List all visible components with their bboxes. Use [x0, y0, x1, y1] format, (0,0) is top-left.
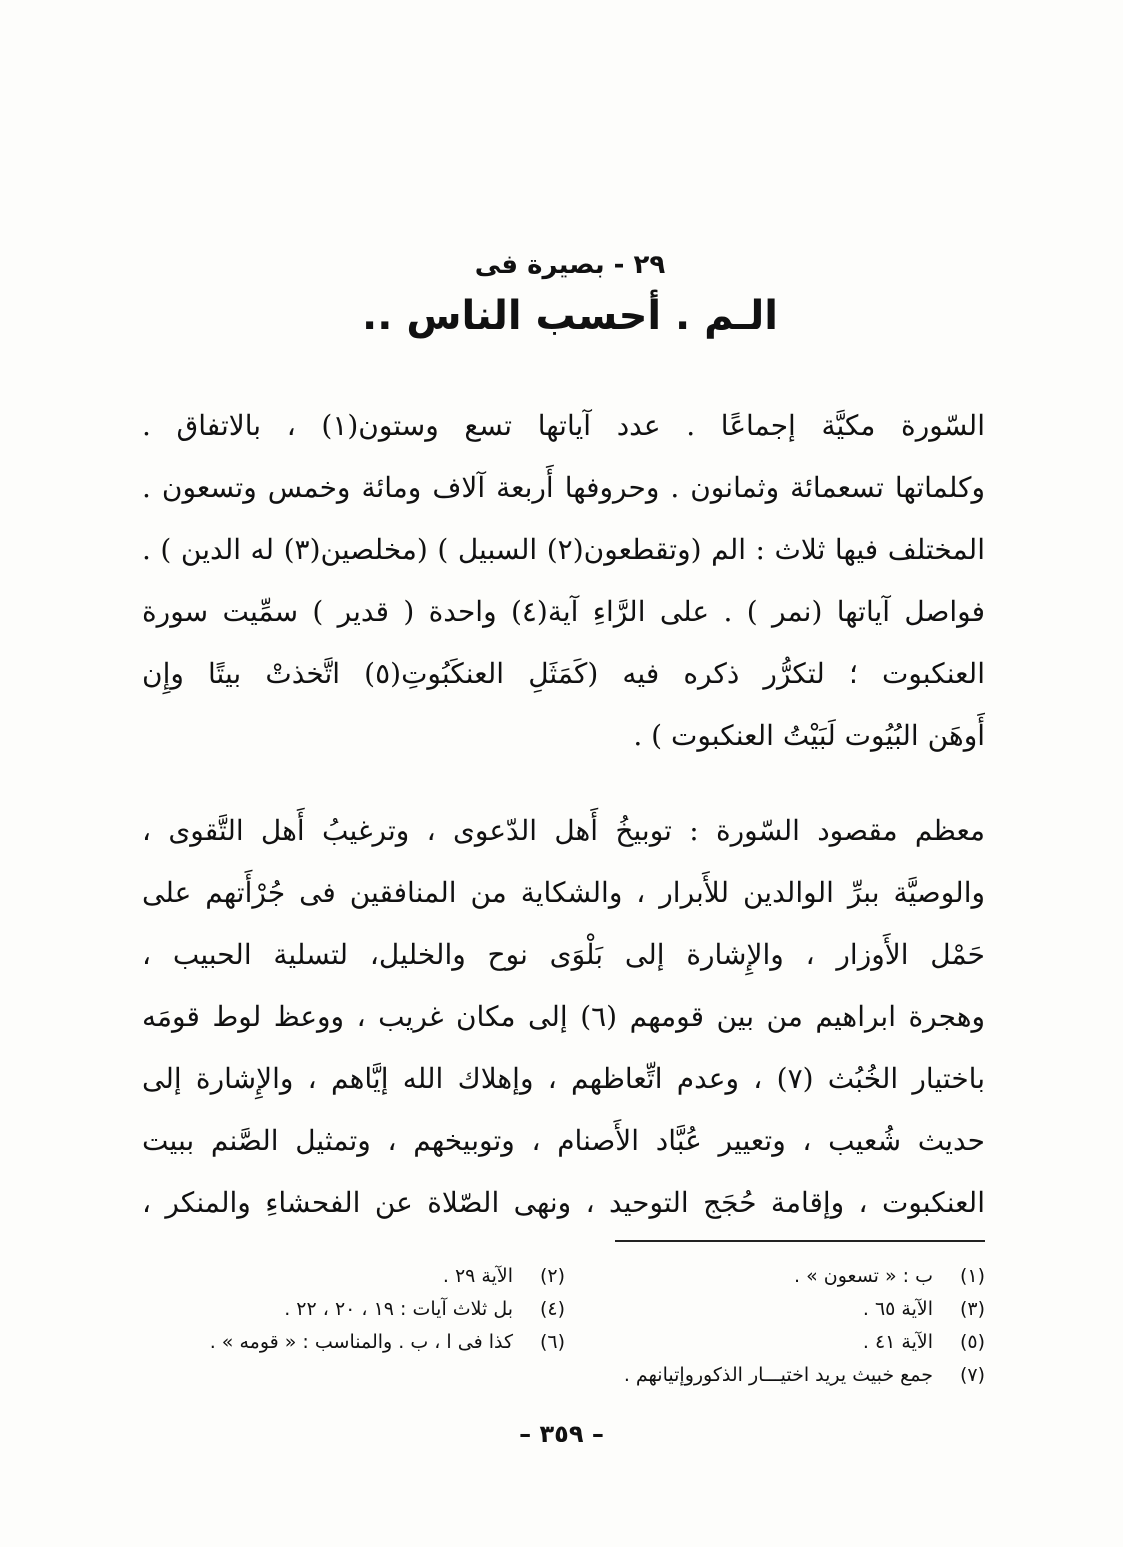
footnote: [565, 1326, 985, 1359]
footnote: [565, 1260, 985, 1293]
footnote: [285, 1359, 985, 1392]
text-line: معظم مقصود السّورة : توبيخُ أَهل الدّعوى ، وترغيبُ أَهل التَّقوى ،: [142, 814, 985, 847]
text-line: وكلماتها تسعمائة وثمانون . وحروفها أَربعة آلاف ومائة وخمس وتسعون .: [142, 471, 985, 504]
text-line: وهجرة ابراهيم من بين قومهم (٦) إلى مكان غريب ، ووعظ لوط قومَه: [142, 1000, 985, 1033]
footnote-text: بل ثلاث آيات : ١٩ ، ٢٠ ، ٢٢ .: [284, 1298, 513, 1320]
text-line: حَمْل الأَوزار ، والإِشارة إلى بَلْوَى نوح والخليل، لتسلية الحبيب ،: [142, 938, 985, 971]
text-line: باختيار الخُبُث (٧) ، وعدم اتِّعاظهم ، وإهلاك الله إيَّاهم ، والإِشارة إلى: [142, 1062, 985, 1095]
footnote-number: (٦): [539, 1331, 565, 1353]
text-line: حديث شُعيب ، وتعيير عُبَّاد الأَصنام ، وتوبيخهم ، وتمثيل الصَّنم ببيت: [142, 1124, 985, 1157]
footnote-number: (٤): [539, 1298, 565, 1320]
footnote-text: جمع خبيث يريد اختيـــار الذكوروإتيانهم .: [623, 1364, 933, 1386]
text-line: العنكبوت ؛ لتكرُّر ذكره فيه (كَمَثَلِ العنكَبُوتِ(٥) اتَّخذتْ بيتًا وإِن: [142, 657, 985, 690]
footnote: [145, 1260, 565, 1293]
text-line: المختلف فيها ثلاث : الم (وتقطعون(٢) السبيل ) (مخلصين(٣) له الدين ) .: [142, 533, 985, 566]
footnote-row: [142, 1359, 985, 1392]
text-line: والوصيَّة ببرِّ الوالدين للأَبرار ، والشكاية من المنافقين فى جُرْأَتهم على: [142, 876, 985, 909]
paragraph-purpose: [142, 800, 985, 1234]
text-line: أَوهَن البُيُوت لَبَيْتُ العنكبوت ) .: [633, 719, 985, 752]
chapter-title: الـم . أحسب الناس ..: [362, 293, 778, 339]
footnote-divider: [615, 1240, 985, 1242]
footnote-number: (٣): [959, 1298, 985, 1320]
footnote-number: (٥): [959, 1331, 985, 1353]
footnote-text: كذا فى ا ، ب . والمناسب : « قومه » .: [209, 1331, 513, 1353]
footnote: [145, 1293, 565, 1326]
footnote-text: الآية ٤١ .: [862, 1331, 933, 1353]
page-number: – ٣٥٩ –: [519, 1420, 604, 1448]
chapter-number-heading: ٢٩ - بصيرة فى: [474, 250, 666, 280]
text-line: فواصل آياتها (نمر ) . على الرَّاءِ آية(٤) واحدة ( قدير ) سمِّيت سورة: [142, 595, 985, 628]
footnote-row: [142, 1260, 985, 1293]
footnote-text: ب : « تسعون » .: [794, 1265, 933, 1287]
footnotes: [142, 1260, 985, 1392]
text-line: العنكبوت ، وإقامة حُجَج التوحيد ، ونهى الصّلاة عن الفحشاءِ والمنكر ،: [142, 1186, 985, 1219]
footnote-text: الآية ٦٥ .: [862, 1298, 933, 1320]
footnote: [565, 1293, 985, 1326]
footnote-number: (١): [959, 1265, 985, 1287]
footnote-number: (٧): [959, 1364, 985, 1386]
paragraph-intro: [142, 395, 985, 767]
footnote-text: الآية ٢٩ .: [442, 1265, 513, 1287]
footnote-number: (٢): [539, 1265, 565, 1287]
footnote: [145, 1326, 565, 1359]
footnote-row: [142, 1293, 985, 1326]
footnote-row: [142, 1326, 985, 1359]
text-line: السّورة مكيَّة إجماعًا . عدد آياتها تسع وستون(١) ، بالاتفاق .: [142, 409, 985, 442]
